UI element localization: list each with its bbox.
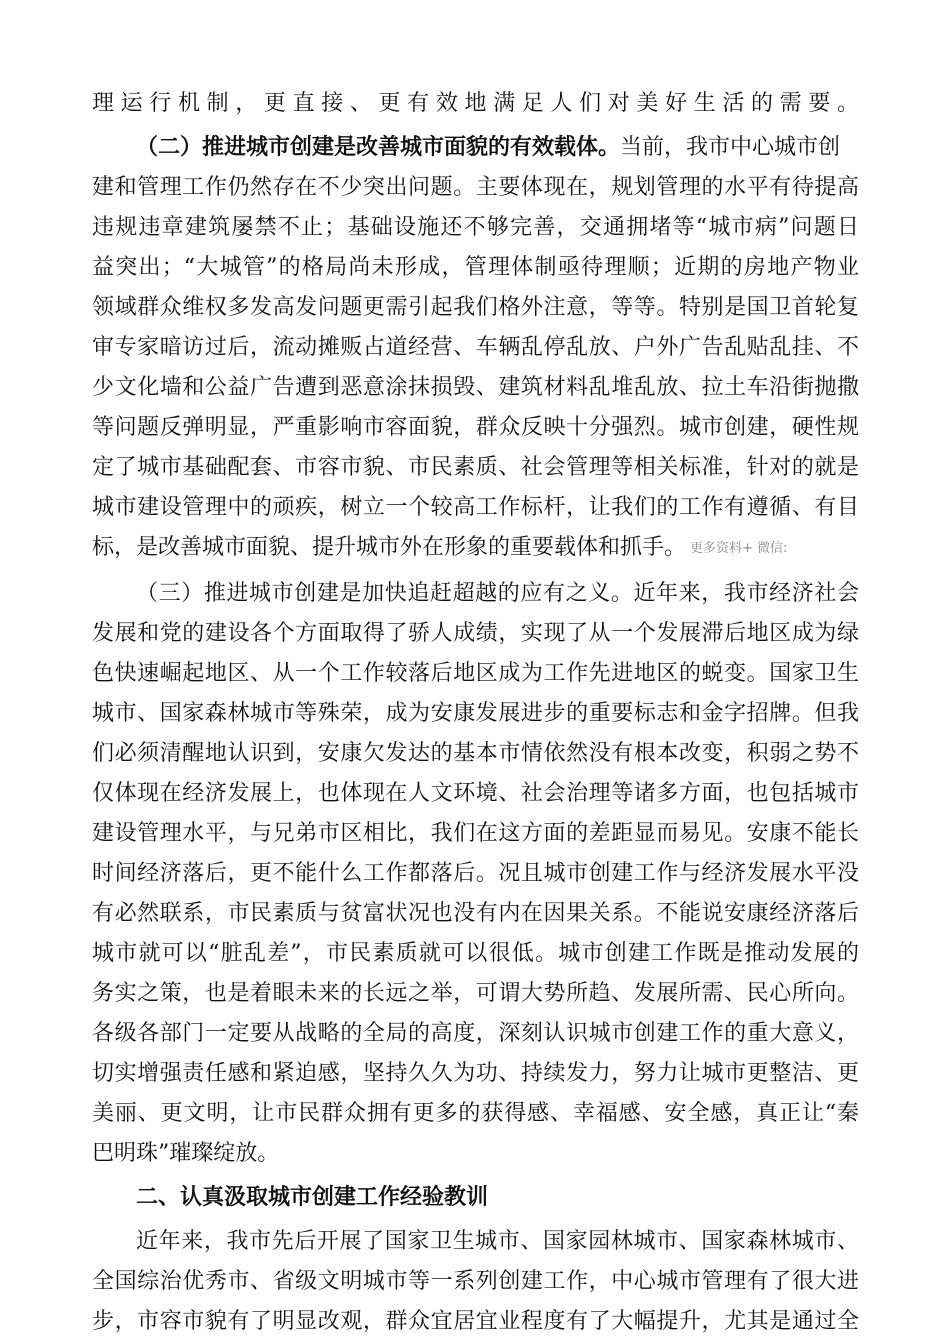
body-line: 理运行机制，更直接、更有效地满足人们对美好生活的需要。 [92,91,859,116]
subheading-paragraph [136,132,859,164]
watermark-text: 更多资料+ 微信: [690,541,788,556]
body-line: 违规违章建筑屡禁不止；基础设施还不够完善，交通拥堵等“城市病”问题日 [92,215,859,240]
body-line: 美丽、更文明，让市民群众拥有更多的获得感、幸福感、安全感，真正让“秦 [92,1101,859,1126]
body-line: 们必须清醒地认识到，安康欠发达的基本市情依然没有根本改变，积弱之势不 [92,741,859,766]
body-line: 城市就可以“脏乱差”，市民素质就可以很低。城市创建工作既是推动发展的 [92,941,859,966]
paragraph-start: （三）推进城市创建是加快追赶超越的应有之义。近年来，我市经济社会 [136,581,859,606]
body-line: 审专家暗访过后，流动摊贩占道经营、车辆乱停乱放、户外广告乱贴乱挂、不 [92,335,859,360]
body-line: 各级各部门一定要从战略的全局的高度，深刻认识城市创建工作的重大意义， [92,1021,859,1046]
body-line: 发展和党的建设各个方面取得了骄人成绩，实现了从一个发展滞后地区成为绿 [92,621,859,646]
subheading-bold: （二）推进城市创建是改善城市面貌的有效载体。 [136,135,621,160]
body-line: 时间经济落后，更不能什么工作都落后。况且城市创建工作与经济发展水平没 [92,861,859,886]
body-line: 城市、国家森林城市等殊荣，成为安康发展进步的重要标志和金字招牌。但我 [92,701,859,726]
body-line: 少文化墙和公益广告遭到恶意涂抹损毁、建筑材料乱堆乱放、拉土车沿街抛撒 [92,375,859,400]
body-line: 城市建设管理中的顽疾，树立一个较高工作标杆，让我们的工作有遵循、有目 [92,495,859,520]
body-line: 仅体现在经济发展上，也体现在人文环境、社会治理等诸多方面，也包括城市 [92,781,859,806]
body-line: 领域群众维权多发高发问题更需引起我们格外注意，等等。特别是国卫首轮复 [92,295,859,320]
body-text: 标，是改善城市面貌、提升城市外在形象的重要载体和抓手。 [92,535,687,560]
body-line: 建和管理工作仍然存在不少突出问题。主要体现在，规划管理的水平有待提高 [92,175,859,200]
body-text: 当前，我市中心城市创 [620,135,841,160]
body-line: 步，市容市貌有了明显改观，群众宜居宜业程度有了大幅提升，尤其是通过全 [92,1309,859,1334]
body-line: 务实之策，也是着眼未来的长远之举，可谓大势所趋、发展所需、民心所向。 [92,981,859,1006]
body-line: 建设管理水平，与兄弟市区相比，我们在这方面的差距显而易见。安康不能长 [92,821,859,846]
body-line: 切实增强责任感和紧迫感，坚持久久为功、持续发力，努力让城市更整洁、更 [92,1061,859,1086]
body-line: 色快速崛起地区、从一个工作较落后地区成为工作先进地区的蜕变。国家卫生 [92,661,859,686]
section-heading: 二、认真汲取城市创建工作经验教训 [136,1185,489,1210]
body-line: 巴明珠”璀璨绽放。 [92,1141,280,1166]
body-line: 有必然联系，市民素质与贫富状况也没有内在因果关系。不能说安康经济落后 [92,901,859,926]
body-line: 等问题反弹明显，严重影响市容面貌，群众反映十分强烈。城市创建，硬性规 [92,415,859,440]
body-line: 全国综治优秀市、省级文明城市等一系列创建工作，中心城市管理有了很大进 [92,1269,859,1294]
body-line: 定了城市基础配套、市容市貌、市民素质、社会管理等相关标准，针对的就是 [92,455,859,480]
body-line: 益突出；“大城管”的格局尚未形成，管理体制亟待理顺；近期的房地产物业 [92,255,859,280]
paragraph-start: 近年来，我市先后开展了国家卫生城市、国家园林城市、国家森林城市、 [136,1229,859,1254]
body-line-with-watermark [92,532,859,564]
